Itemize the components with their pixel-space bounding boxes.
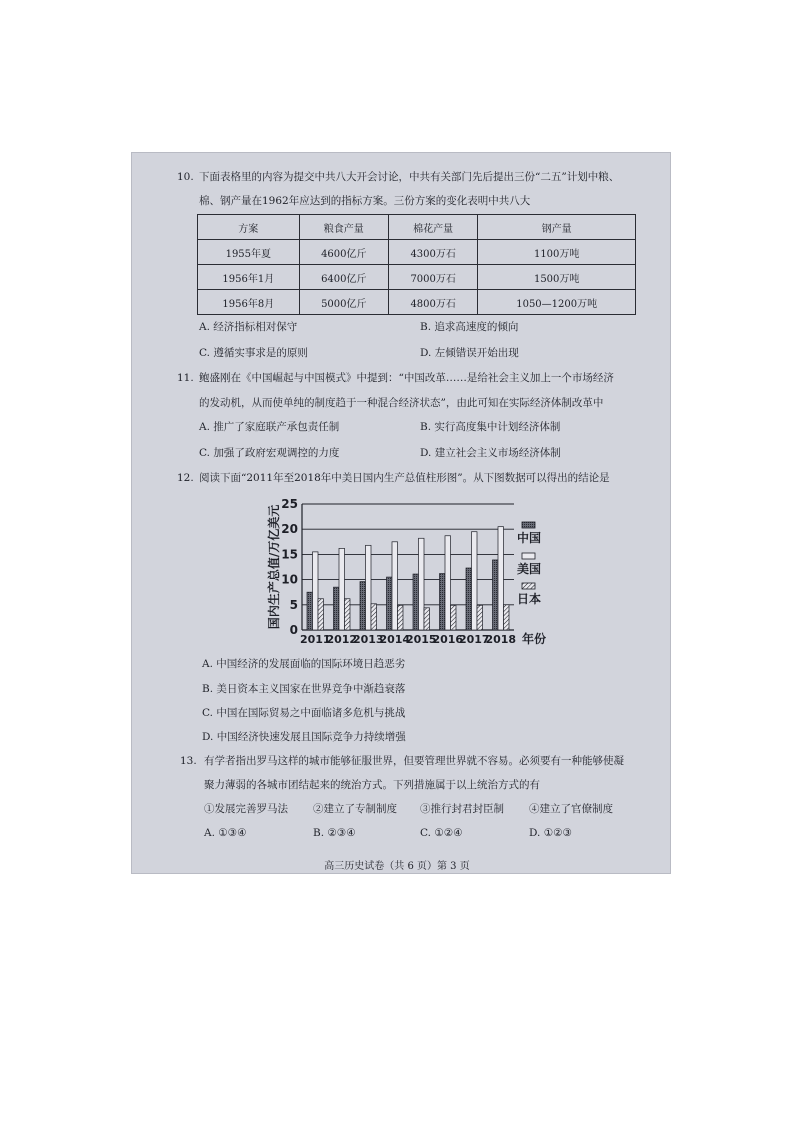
bar-usa bbox=[366, 545, 372, 630]
bar-japan bbox=[451, 605, 457, 630]
q12-option-a[interactable]: A. 中国经济的发展面临的国际环境日趋恶劣 bbox=[202, 658, 406, 670]
table-header: 棉花产量 bbox=[388, 215, 477, 240]
table-cell: 1100万吨 bbox=[478, 240, 636, 265]
table-row bbox=[198, 265, 636, 290]
q12-text-line1: 阅读下面“2011年至2018年中美日国内生产总值柱形图”。从下图数据可以得出的结论是 bbox=[199, 472, 610, 484]
q13-item-3: ③推行封君封臣制 bbox=[420, 803, 504, 815]
table-cell: 4600亿斤 bbox=[299, 240, 388, 265]
bar-china bbox=[413, 574, 419, 630]
y-tick-label: 15 bbox=[281, 547, 298, 562]
bar-china bbox=[334, 587, 340, 630]
y-tick-label: 10 bbox=[281, 572, 298, 587]
bar-usa bbox=[472, 532, 478, 630]
q11-option-b[interactable]: B. 实行高度集中计划经济体制 bbox=[420, 421, 561, 433]
x-tick-label: 2016 bbox=[432, 633, 464, 646]
table-cell: 1956年8月 bbox=[198, 290, 300, 315]
q11-number: 11. bbox=[177, 372, 194, 384]
q10-text-line2: 棉、钢产量在1962年应达到的指标方案。三份方案的变化表明中共八大 bbox=[199, 195, 531, 207]
table-cell: 4800万石 bbox=[388, 290, 477, 315]
y-tick-label: 25 bbox=[281, 497, 298, 511]
y-tick-label: 0 bbox=[289, 623, 298, 637]
q11-option-a[interactable]: A. 推广了家庭联产承包责任制 bbox=[199, 421, 340, 433]
bar-china bbox=[466, 568, 472, 630]
bar-japan bbox=[477, 605, 483, 630]
table-cell: 1500万吨 bbox=[478, 265, 636, 290]
table-header-row bbox=[198, 215, 636, 240]
q11-text-line2: 的发动机，从而使单纯的制度趋于一种混合经济状态”，由此可知在实际经济体制改革中 bbox=[199, 397, 604, 409]
q13-item-2: ②建立了专制制度 bbox=[313, 803, 397, 815]
x-tick-label: 2011 bbox=[299, 633, 331, 646]
q12-number: 12. bbox=[177, 472, 194, 484]
q13-text-line2: 聚力薄弱的各城市团结起来的统治方式。下列措施属于以上统治方式的有 bbox=[204, 779, 540, 791]
q13-option-a[interactable]: A. ①③④ bbox=[204, 827, 247, 839]
table-cell: 6400亿斤 bbox=[299, 265, 388, 290]
bar-usa bbox=[445, 536, 451, 630]
bar-china bbox=[493, 560, 499, 630]
q10-table bbox=[197, 214, 636, 315]
q13-item-4: ④建立了官僚制度 bbox=[529, 803, 613, 815]
q12-option-d[interactable]: D. 中国经济快速发展且国际竞争力持续增强 bbox=[202, 731, 406, 743]
table-cell: 1956年1月 bbox=[198, 265, 300, 290]
bar-usa bbox=[419, 538, 425, 630]
bar-usa bbox=[339, 548, 345, 630]
table-cell: 1955年夏 bbox=[198, 240, 300, 265]
bar-japan bbox=[504, 605, 510, 630]
legend-swatch bbox=[522, 583, 535, 589]
bar-china bbox=[360, 582, 366, 630]
chart-svg bbox=[258, 492, 558, 652]
q10-option-b[interactable]: B. 追求高速度的倾向 bbox=[420, 321, 519, 333]
x-tick-label: 2012 bbox=[326, 633, 358, 646]
x-tick-label: 2018 bbox=[485, 633, 517, 646]
legend-swatch bbox=[522, 522, 535, 528]
bar-usa bbox=[313, 552, 319, 630]
legend-swatch bbox=[522, 553, 535, 559]
q11-option-d[interactable]: D. 建立社会主义市场经济体制 bbox=[420, 447, 561, 459]
x-tick-label: 2017 bbox=[458, 633, 490, 646]
y-tick-label: 5 bbox=[289, 597, 298, 612]
q13-option-d[interactable]: D. ①②③ bbox=[529, 827, 572, 839]
bar-usa bbox=[392, 542, 398, 630]
table-cell: 1050—1200万吨 bbox=[478, 290, 636, 315]
q10-option-c[interactable]: C. 遵循实事求是的原则 bbox=[199, 347, 308, 359]
q12-option-c[interactable]: C. 中国在国际贸易之中面临诸多危机与挑战 bbox=[202, 707, 406, 719]
table-row bbox=[198, 290, 636, 315]
legend-label: 日本 bbox=[516, 592, 542, 606]
q10-number: 10. bbox=[177, 171, 194, 183]
q12-option-b[interactable]: B. 美日资本主义国家在世界竞争中渐趋衰落 bbox=[202, 683, 406, 695]
bar-japan bbox=[371, 604, 377, 630]
table-header: 方案 bbox=[198, 215, 300, 240]
q13-item-1: ①发展完善罗马法 bbox=[204, 803, 288, 815]
x-tick-label: 2013 bbox=[352, 633, 384, 646]
legend-label: 美国 bbox=[516, 562, 542, 576]
table-cell: 4300万石 bbox=[388, 240, 477, 265]
y-tick-label: 20 bbox=[281, 522, 298, 537]
bar-china bbox=[307, 592, 313, 630]
q11-option-c[interactable]: C. 加强了政府宏观调控的力度 bbox=[199, 447, 340, 459]
x-tick-label: 2015 bbox=[405, 633, 437, 646]
bar-china bbox=[440, 574, 446, 630]
q10-option-d[interactable]: D. 左倾错误开始出现 bbox=[420, 347, 519, 359]
q13-option-b[interactable]: B. ②③④ bbox=[313, 827, 356, 839]
bar-japan bbox=[424, 608, 430, 630]
table-cell: 5000亿斤 bbox=[299, 290, 388, 315]
bar-japan bbox=[318, 599, 324, 630]
x-tick-label: 2014 bbox=[379, 633, 411, 646]
q13-number: 13. bbox=[180, 755, 197, 767]
x-axis-label: 年份 bbox=[521, 632, 547, 646]
table-row bbox=[198, 240, 636, 265]
table-header: 钢产量 bbox=[478, 215, 636, 240]
gdp-bar-chart bbox=[258, 492, 558, 652]
bar-japan bbox=[345, 599, 351, 630]
bar-japan bbox=[398, 605, 404, 630]
legend-label: 中国 bbox=[516, 531, 542, 545]
table-header: 粮食产量 bbox=[299, 215, 388, 240]
bar-usa bbox=[498, 527, 504, 630]
y-axis-label: 国内生产总值/万亿美元 bbox=[267, 504, 281, 630]
q11-text-line1: 鲍盛刚在《中国崛起与中国模式》中提到：“中国改革……是给社会主义加上一个市场经济 bbox=[199, 372, 614, 384]
q13-text-line1: 有学者指出罗马这样的城市能够征服世界，但要管理世界就不容易。必须要有一种能够使凝 bbox=[204, 755, 624, 767]
page-footer: 高三历史试卷（共 6 页）第 3 页 bbox=[324, 861, 470, 872]
bar-china bbox=[387, 577, 393, 630]
q10-text-line1: 下面表格里的内容为提交中共八大开会讨论，中共有关部门先后提出三份“二五”计划中粮、 bbox=[199, 171, 620, 183]
q10-option-a[interactable]: A. 经济指标相对保守 bbox=[199, 321, 298, 333]
q13-option-c[interactable]: C. ①②④ bbox=[420, 827, 463, 839]
table-cell: 7000万石 bbox=[388, 265, 477, 290]
